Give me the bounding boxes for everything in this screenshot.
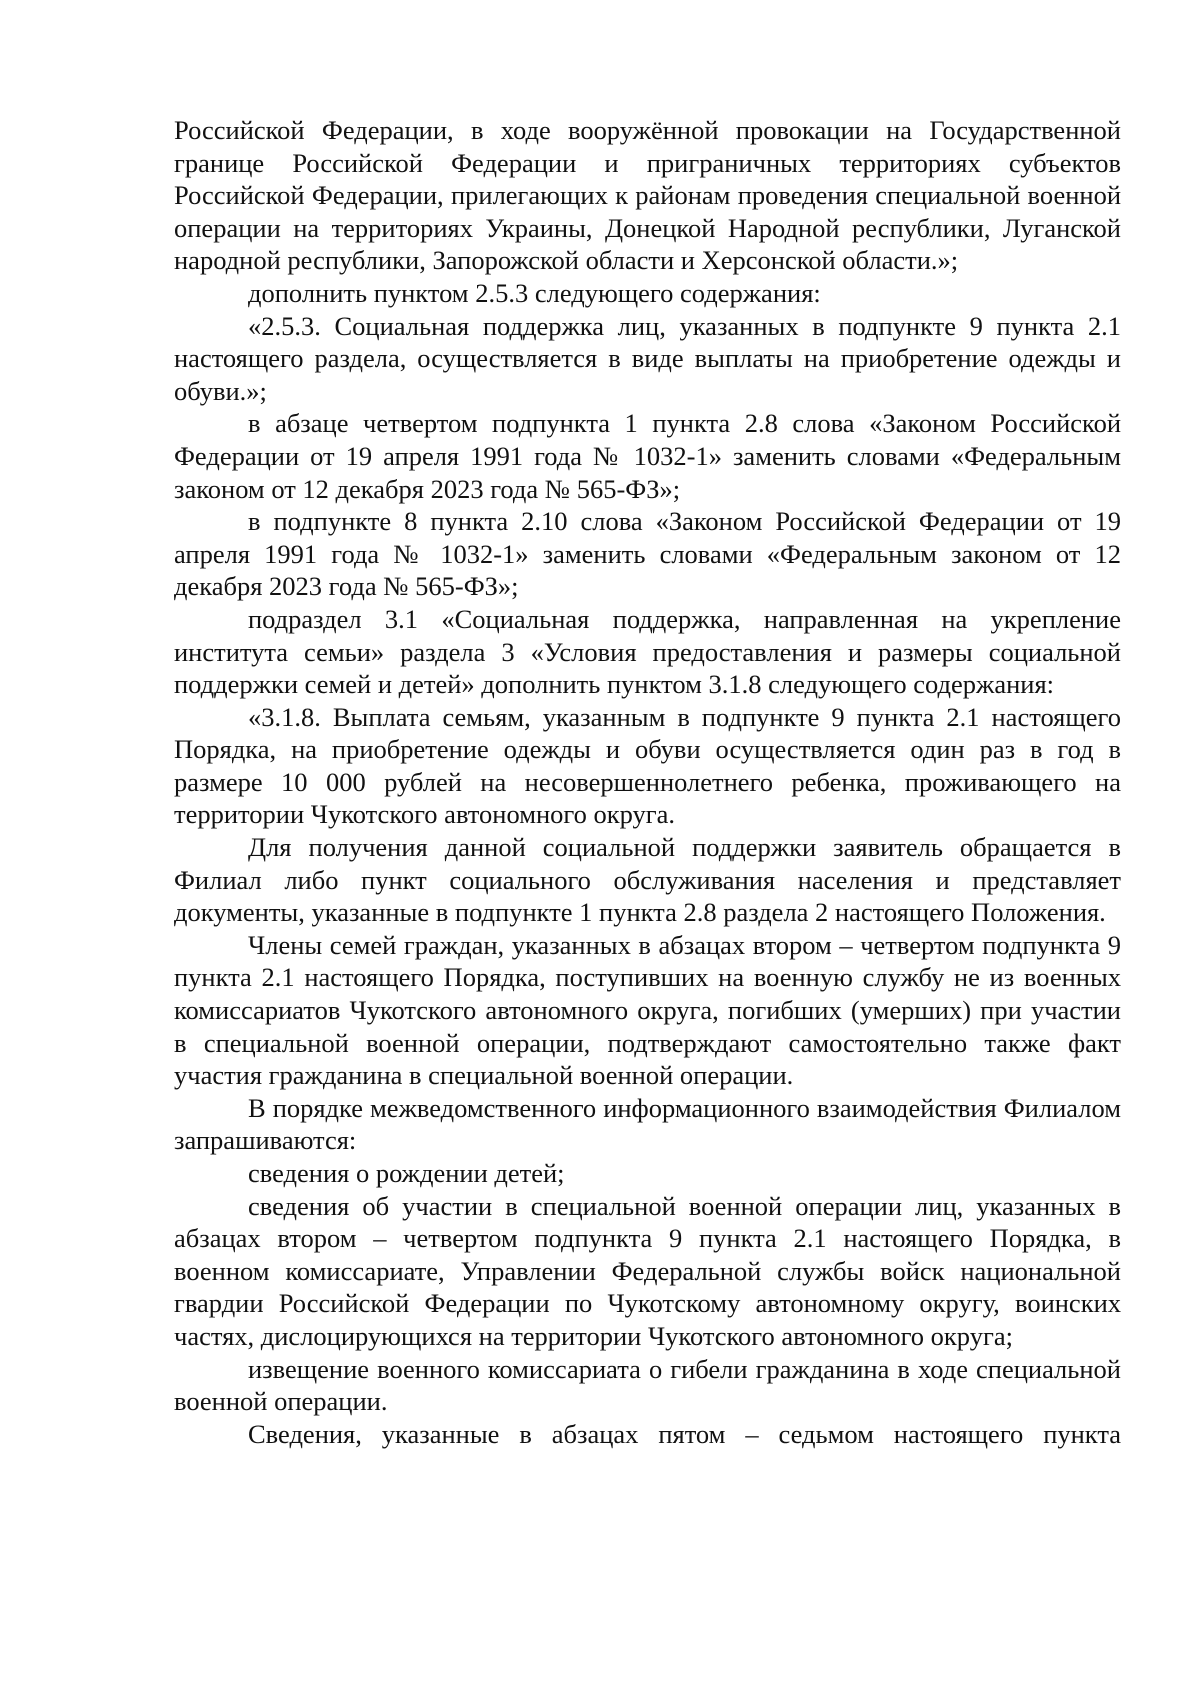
paragraph-application-procedure: Для получения данной социальной поддержки заявитель обращается в Филиал либо пункт социального обслуживания населения и представляет документы, указанные в подпункте 1 пункта 2.8 раздела 2 настоящего Положения. (174, 832, 1121, 928)
paragraph-birth-records: сведения о рождении детей; (248, 1158, 565, 1188)
paragraph-family-members: Члены семей граждан, указанных в абзацах втором – четвертом подпункта 9 пункта 2.1 настоящего Порядка, поступивших на военную службу не из военных комиссариатов Чукотского автономного округа, погибших (умерших) при участии в специальной военной операции, подтверждают самостоятельно также факт участия гражданина в специальной военной операции. (174, 929, 1121, 1091)
document-page (174, 114, 1121, 1450)
paragraph-item-3-1-8-text: «3.1.8. Выплата семьям, указанным в подпункте 9 пункта 2.1 настоящего Порядка, на приобретение одежды и обуви осуществляется один раз в год в размере 10 000 рублей на несовершеннолетнего ребенка, проживающего на территории Чукотского автономного округа. (174, 701, 1121, 830)
paragraph-add-item-2-5-3: дополнить пунктом 2.5.3 следующего содержания: (248, 277, 821, 308)
paragraph-interagency-requests: В порядке межведомственного информационного взаимодействия Филиалом запрашиваются: (174, 1092, 1121, 1156)
paragraph-continuation: Российской Федерации, в ходе вооружённой провокации на Государственной границе Российской Федерации и приграничных территориях субъектов Российской Федерации, прилегающих к районам проведения специальной военной операции на территориях Украины, Донецкой Народной республики, Луганской народной республики, Запорожской области и Херсонской области.»; (174, 115, 1121, 276)
paragraph-item-2-10-amendment: в подпункте 8 пункта 2.10 слова «Законом Российской Федерации от 19 апреля 1991 года № 1032-1» заменить словами «Федеральным законом от 12 декабря 2023 года № 565-ФЗ»; (174, 506, 1121, 602)
paragraph-trailing: Сведения, указанные в абзацах пятом – седьмом настоящего пункта (248, 1418, 1121, 1449)
paragraph-item-2-5-3-text: «2.5.3. Социальная поддержка лиц, указанных в подпункте 9 пункта 2.1 настоящего раздела, осуществляется в виде выплаты на приобретение одежды и обуви.»; (174, 310, 1121, 406)
paragraph-participation-records: сведения об участии в специальной военной операции лиц, указанных в абзацах втором – четвертом подпункта 9 пункта 2.1 настоящего Порядка, в военном комиссариате, Управлении Федеральной службы войск национальной гвардии Российской Федерации по Чукотскому автономному округу, воинских частях, дислоцирующихся на территории Чукотского автономного округа; (174, 1190, 1121, 1351)
paragraph-item-2-8-amendment: в абзаце четвертом подпункта 1 пункта 2.8 слова «Законом Российской Федерации от 19 апреля 1991 года № 1032-1» заменить словами «Федеральным законом от 12 декабря 2023 года № 565-ФЗ»; (174, 408, 1121, 504)
paragraph-subsection-3-1-amendment: подраздел 3.1 «Социальная поддержка, направленная на укрепление института семьи» раздела 3 «Условия предоставления и размеры социальной поддержки семей и детей» дополнить пунктом 3.1.8 следующего содержания: (174, 603, 1121, 700)
paragraph-death-notice: извещение военного комиссариата о гибели гражданина в ходе специальной военной операции. (174, 1353, 1121, 1417)
